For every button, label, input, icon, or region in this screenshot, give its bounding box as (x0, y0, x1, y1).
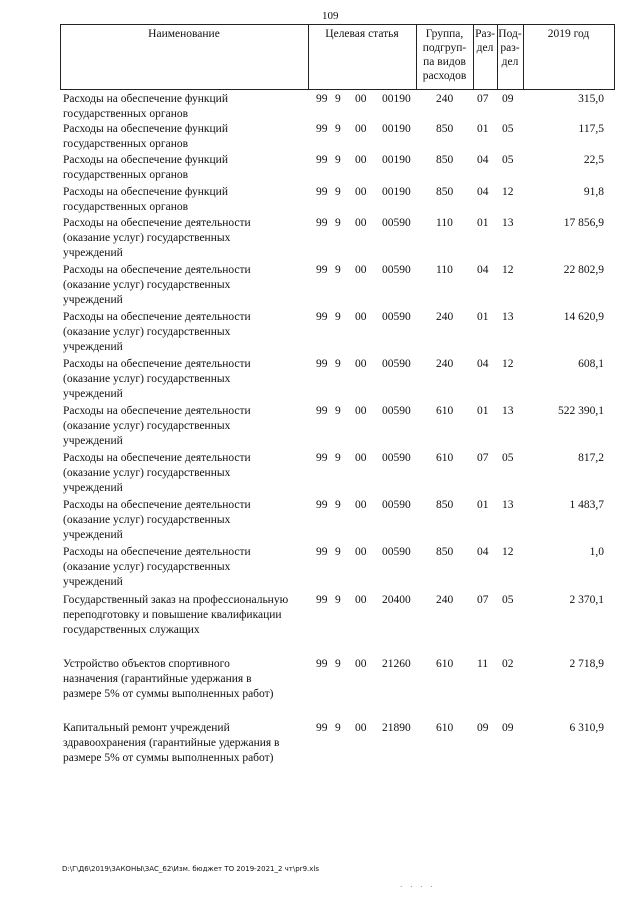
row-code-4: 00590 (382, 546, 411, 558)
row-code-3: 00 (355, 658, 367, 670)
row-code-2: 9 (335, 594, 341, 606)
row-subsection: 09 (502, 93, 514, 105)
row-code-3: 00 (355, 594, 367, 606)
row-amount: 1 483,7 (569, 499, 604, 511)
row-group: 240 (436, 311, 454, 323)
header-bottom-border (60, 89, 615, 90)
row-section: 04 (477, 358, 489, 370)
row-code-3: 00 (355, 217, 367, 229)
row-code-4: 00590 (382, 452, 411, 464)
row-code-1: 99 (316, 452, 328, 464)
row-section: 04 (477, 186, 489, 198)
header-section: Раз- дел (475, 28, 495, 54)
row-section: 07 (477, 594, 489, 606)
row-code-2: 9 (335, 217, 341, 229)
row-code-4: 00590 (382, 264, 411, 276)
row-group: 850 (436, 186, 454, 198)
row-subsection: 05 (502, 594, 514, 606)
row-name: Расходы на обеспечение деятельности (оказание услуг) государственных учреждений (63, 452, 251, 494)
row-subsection: 13 (502, 311, 514, 323)
row-amount: 17 856,9 (563, 217, 604, 229)
row-name: Расходы на обеспечение функций государственных органов (63, 186, 228, 213)
row-code-2: 9 (335, 358, 341, 370)
row-name: Государственный заказ на профессиональную переподготовку и повышение квалификации государственных служащих (63, 594, 289, 636)
row-group: 610 (436, 452, 454, 464)
row-code-2: 9 (335, 186, 341, 198)
row-group: 240 (436, 93, 454, 105)
row-name: Расходы на обеспечение функций государственных органов (63, 154, 228, 181)
row-code-2: 9 (335, 499, 341, 511)
row-code-3: 00 (355, 358, 367, 370)
header-target: Целевая статья (325, 28, 399, 40)
row-name: Расходы на обеспечение деятельности (оказание услуг) государственных учреждений (63, 405, 251, 447)
row-name: Капитальный ремонт учреждений здравоохранения (гарантийные удержания в размере 5% от суммы выполненных работ) (63, 722, 280, 764)
row-code-1: 99 (316, 594, 328, 606)
row-subsection: 09 (502, 722, 514, 734)
row-amount: 315,0 (578, 93, 604, 105)
scan-dots: · · · · (400, 883, 436, 891)
row-code-3: 00 (355, 405, 367, 417)
row-subsection: 13 (502, 217, 514, 229)
row-section: 01 (477, 405, 489, 417)
row-amount: 22,5 (583, 154, 604, 166)
file-path-footer: D:\Г\Д6\2019\ЗАКОНЫ\ЗАС_62\Изм. бюджет ТО 2019-2021_2 чт\pr9.xls (62, 865, 319, 873)
row-code-1: 99 (316, 358, 328, 370)
row-code-3: 00 (355, 264, 367, 276)
table-header (60, 24, 615, 90)
row-code-3: 00 (355, 123, 367, 135)
row-code-1: 99 (316, 499, 328, 511)
row-group: 610 (436, 658, 454, 670)
row-amount: 817,2 (578, 452, 604, 464)
row-subsection: 05 (502, 452, 514, 464)
row-section: 01 (477, 123, 489, 135)
row-code-4: 00590 (382, 217, 411, 229)
row-group: 850 (436, 499, 454, 511)
row-amount: 522 390,1 (558, 405, 604, 417)
row-code-2: 9 (335, 546, 341, 558)
row-code-1: 99 (316, 658, 328, 670)
row-amount: 2 718,9 (569, 658, 604, 670)
row-name: Устройство объектов спортивного назначения (гарантийные удержания в размере 5% от суммы выполненных работ) (63, 658, 274, 700)
row-code-4: 00590 (382, 499, 411, 511)
row-name: Расходы на обеспечение деятельности (оказание услуг) государственных учреждений (63, 546, 251, 588)
row-section: 09 (477, 722, 489, 734)
row-group: 850 (436, 123, 454, 135)
row-name: Расходы на обеспечение деятельности (оказание услуг) государственных учреждений (63, 264, 251, 306)
row-subsection: 13 (502, 499, 514, 511)
row-code-4: 00190 (382, 93, 411, 105)
row-code-3: 00 (355, 546, 367, 558)
row-code-1: 99 (316, 405, 328, 417)
row-subsection: 05 (502, 154, 514, 166)
row-code-2: 9 (335, 452, 341, 464)
row-section: 04 (477, 154, 489, 166)
row-section: 11 (477, 658, 489, 670)
row-amount: 91,8 (583, 186, 604, 198)
row-section: 07 (477, 93, 489, 105)
header-divider (614, 24, 615, 90)
row-subsection: 12 (502, 358, 514, 370)
row-section: 07 (477, 452, 489, 464)
row-name: Расходы на обеспечение функций государственных органов (63, 93, 228, 120)
row-group: 610 (436, 722, 454, 734)
header-year: 2019 год (547, 28, 590, 40)
row-name: Расходы на обеспечение деятельности (оказание услуг) государственных учреждений (63, 358, 251, 400)
row-code-3: 00 (355, 93, 367, 105)
row-name: Расходы на обеспечение деятельности (оказание услуг) государственных учреждений (63, 217, 251, 259)
row-code-3: 00 (355, 452, 367, 464)
row-code-2: 9 (335, 722, 341, 734)
header-name: Наименование (148, 28, 220, 40)
row-code-3: 00 (355, 499, 367, 511)
row-code-2: 9 (335, 264, 341, 276)
row-code-1: 99 (316, 311, 328, 323)
row-group: 850 (436, 546, 454, 558)
row-subsection: 12 (502, 186, 514, 198)
row-amount: 14 620,9 (563, 311, 604, 323)
row-code-2: 9 (335, 154, 341, 166)
row-code-4: 00190 (382, 154, 411, 166)
row-code-3: 00 (355, 722, 367, 734)
row-code-4: 00590 (382, 405, 411, 417)
row-section: 04 (477, 546, 489, 558)
row-group: 110 (436, 217, 453, 229)
row-section: 01 (477, 311, 489, 323)
row-code-2: 9 (335, 93, 341, 105)
row-section: 01 (477, 217, 489, 229)
row-code-4: 21890 (382, 722, 411, 734)
row-name: Расходы на обеспечение деятельности (оказание услуг) государственных учреждений (63, 499, 251, 541)
row-code-4: 20400 (382, 594, 411, 606)
row-name: Расходы на обеспечение функций государственных органов (63, 123, 228, 150)
row-code-1: 99 (316, 722, 328, 734)
row-group: 110 (436, 264, 453, 276)
row-amount: 608,1 (578, 358, 604, 370)
row-code-3: 00 (355, 186, 367, 198)
row-code-2: 9 (335, 123, 341, 135)
row-code-4: 00190 (382, 186, 411, 198)
row-group: 240 (436, 358, 454, 370)
row-amount: 117,5 (578, 123, 604, 135)
row-code-1: 99 (316, 154, 328, 166)
row-amount: 22 802,9 (563, 264, 604, 276)
row-code-1: 99 (316, 186, 328, 198)
row-code-2: 9 (335, 658, 341, 670)
row-code-1: 99 (316, 217, 328, 229)
row-subsection: 12 (502, 264, 514, 276)
row-code-4: 00590 (382, 358, 411, 370)
row-code-2: 9 (335, 405, 341, 417)
row-code-1: 99 (316, 123, 328, 135)
row-code-3: 00 (355, 311, 367, 323)
row-code-2: 9 (335, 311, 341, 323)
row-section: 01 (477, 499, 489, 511)
row-code-4: 00590 (382, 311, 411, 323)
row-code-1: 99 (316, 264, 328, 276)
row-code-1: 99 (316, 93, 328, 105)
row-group: 850 (436, 154, 454, 166)
row-amount: 6 310,9 (569, 722, 604, 734)
row-subsection: 02 (502, 658, 514, 670)
row-code-3: 00 (355, 154, 367, 166)
header-top-border (60, 24, 615, 25)
row-subsection: 12 (502, 546, 514, 558)
header-group: Группа, подгруп- па видов расходов (422, 28, 467, 82)
row-code-4: 00190 (382, 123, 411, 135)
header-subsection: Под- раз- дел (498, 28, 522, 68)
row-amount: 1,0 (589, 546, 604, 558)
row-name: Расходы на обеспечение деятельности (оказание услуг) государственных учреждений (63, 311, 251, 353)
row-group: 240 (436, 594, 454, 606)
row-section: 04 (477, 264, 489, 276)
row-subsection: 13 (502, 405, 514, 417)
row-group: 610 (436, 405, 454, 417)
row-subsection: 05 (502, 123, 514, 135)
row-code-4: 21260 (382, 658, 411, 670)
row-code-1: 99 (316, 546, 328, 558)
page-number: 109 (322, 10, 339, 22)
row-amount: 2 370,1 (569, 594, 604, 606)
